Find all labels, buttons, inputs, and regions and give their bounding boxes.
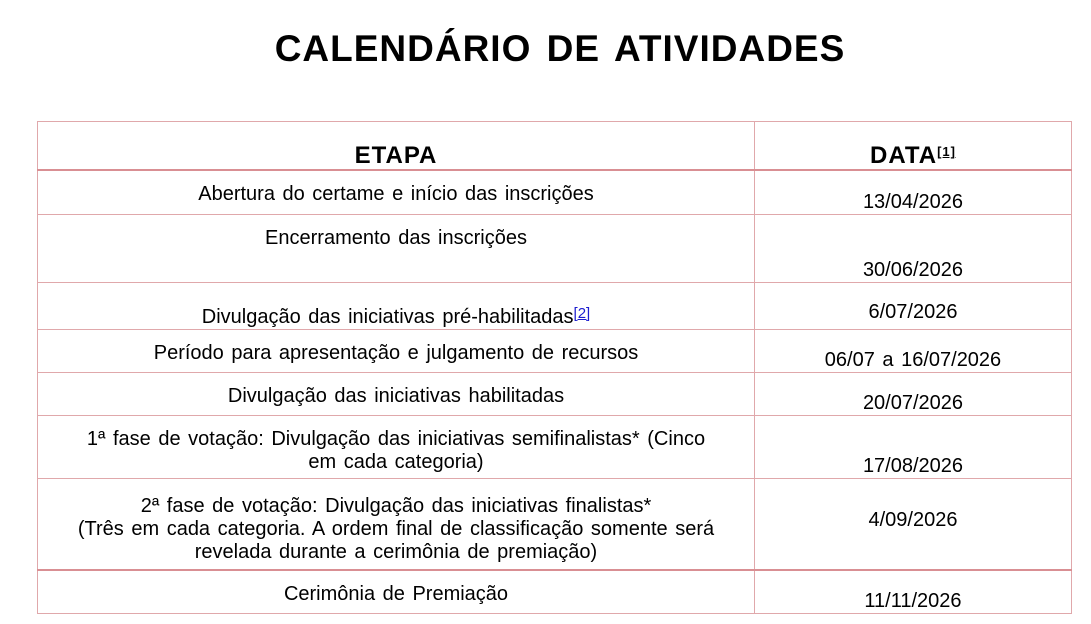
footnote-ref-2 <box>574 305 591 322</box>
header-etapa-label: ETAPA <box>354 142 438 169</box>
data-cell: 30/06/2026 <box>755 214 1072 282</box>
etapa-cell: Cerimônia de Premiação <box>38 570 755 613</box>
table-row <box>38 415 1072 478</box>
etapa-line-1: 2ª fase de votação: Divulgação das iniciativas finalistas* <box>140 494 652 517</box>
table-row <box>38 478 1072 570</box>
header-data <box>755 122 1072 171</box>
table-row <box>38 329 1072 372</box>
data-cell: 11/11/2026 <box>755 570 1072 613</box>
header-data-label: DATA <box>870 142 938 169</box>
footnote-link-2[interactable]: [2] <box>573 304 591 322</box>
page-title: CALENDÁRIO DE ATIVIDADES <box>274 28 846 69</box>
table-row <box>38 214 1072 282</box>
etapa-line-2: (Três em cada categoria. A ordem final de classificação somente será revelada durante a cerimônia de premiação) <box>77 517 715 563</box>
table-row <box>38 372 1072 415</box>
etapa-cell <box>38 282 755 329</box>
footnote-ref-1 <box>937 143 956 160</box>
data-cell: 06/07 a 16/07/2026 <box>755 329 1072 372</box>
etapa-cell: Período para apresentação e julgamento de recursos <box>38 329 755 372</box>
data-cell: 4/09/2026 <box>755 478 1072 570</box>
etapa-cell: Abertura do certame e início das inscrições <box>38 170 755 214</box>
table-row <box>38 282 1072 329</box>
activities-calendar-table <box>37 121 1072 614</box>
etapa-cell: Divulgação das iniciativas habilitadas <box>38 372 755 415</box>
data-cell: 13/04/2026 <box>755 170 1072 214</box>
table-header-row <box>38 122 1072 171</box>
table-row <box>38 570 1072 613</box>
data-cell: 20/07/2026 <box>755 372 1072 415</box>
etapa-cell <box>38 478 755 570</box>
data-cell: 17/08/2026 <box>755 415 1072 478</box>
header-etapa <box>38 122 755 171</box>
etapa-cell: 1ª fase de votação: Divulgação das iniciativas semifinalistas* (Cinco em cada categoria) <box>38 415 755 478</box>
table-row <box>38 170 1072 214</box>
footnote-link-1[interactable]: [1] <box>937 144 956 159</box>
etapa-text: Divulgação das iniciativas pré-habilitadas <box>201 305 574 328</box>
data-cell: 6/07/2026 <box>755 282 1072 329</box>
etapa-cell: Encerramento das inscrições <box>38 214 755 282</box>
